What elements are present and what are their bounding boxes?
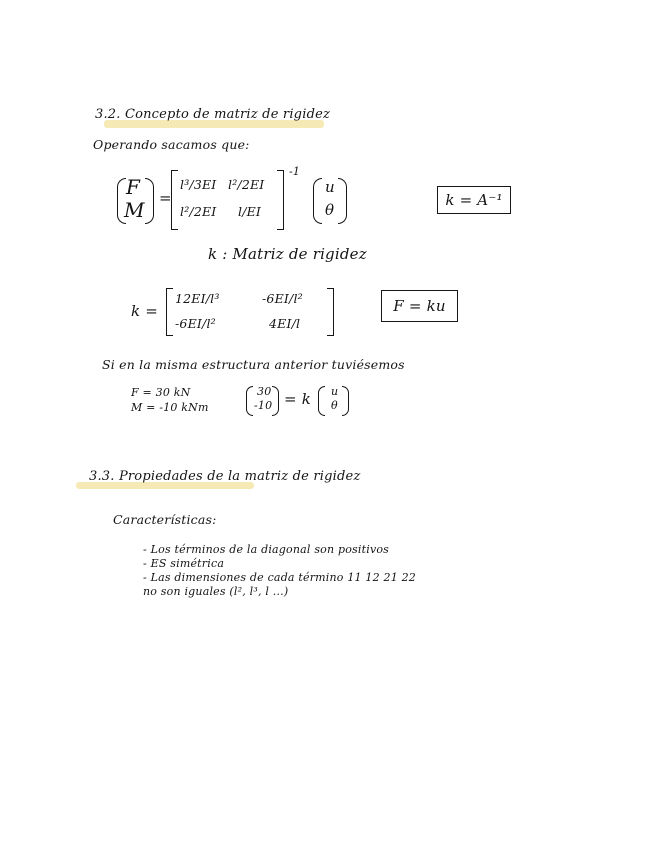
inverse-right-bracket	[277, 170, 284, 230]
inverse-left-bracket	[171, 170, 178, 230]
k-r2c2: 4EI/l	[269, 316, 301, 331]
property-item-1: - Los términos de la diagonal son positivos	[143, 543, 390, 556]
equals-k: = k	[284, 390, 312, 408]
inv-r1c2: l²/2EI	[228, 177, 265, 192]
boxed-f-text: F = ku	[393, 297, 446, 315]
boxed-f-equals-ku	[381, 290, 458, 322]
section-3-2-heading: 3.2. Concepto de matriz de rigidez	[95, 107, 331, 122]
intro-text: Operando sacamos que:	[93, 137, 250, 152]
k-definition: k : Matriz de rigidez	[208, 245, 367, 263]
given-force: F = 30 kN	[131, 386, 191, 399]
k-left-bracket	[166, 288, 173, 336]
example-intro: Si en la misma estructura anterior tuviésemos	[102, 357, 405, 372]
rhs-bottom: θ	[325, 201, 335, 219]
force-vec-left-paren	[246, 386, 253, 416]
characteristics-heading: Características:	[113, 512, 217, 527]
disp-vec-right-paren	[342, 386, 349, 416]
inv-r2c2: l/EI	[238, 204, 262, 219]
inv-r2c1: l²/2EI	[180, 204, 217, 219]
force-vec-bottom: -10	[254, 399, 273, 412]
k-label: k =	[131, 302, 159, 320]
given-moment: M = -10 kNm	[131, 401, 209, 414]
property-item-4: no son iguales (l², l³, l ...)	[143, 585, 289, 598]
k-r1c2: -6EI/l²	[262, 291, 303, 306]
disp-vec-top: u	[331, 385, 339, 398]
boxed-k-equals-inverse	[437, 186, 511, 214]
boxed-k-text: k = A⁻¹	[445, 191, 503, 209]
k-r1c1: 12EI/l³	[175, 291, 220, 306]
property-item-3: - Las dimensiones de cada término 11 12 21 22	[143, 571, 417, 584]
k-right-bracket	[327, 288, 334, 336]
force-vec-right-paren	[272, 386, 279, 416]
inv-r1c1: l³/3EI	[180, 177, 217, 192]
lhs-right-paren	[145, 178, 154, 224]
k-r2c1: -6EI/l²	[175, 316, 216, 331]
force-vec-top: 30	[257, 385, 272, 398]
lhs-top: F	[126, 175, 141, 199]
rhs-left-paren	[313, 178, 322, 224]
rhs-right-paren	[338, 178, 347, 224]
lhs-bottom: M	[124, 198, 145, 222]
disp-vec-bottom: θ	[331, 399, 338, 412]
property-item-2: - ES simétrica	[143, 557, 225, 570]
section-3-3-heading: 3.3. Propiedades de la matriz de rigidez	[89, 469, 361, 484]
rhs-top: u	[325, 178, 335, 196]
disp-vec-left-paren	[318, 386, 325, 416]
inverse-exponent: -1	[289, 165, 301, 178]
equals-sign: =	[159, 189, 172, 207]
